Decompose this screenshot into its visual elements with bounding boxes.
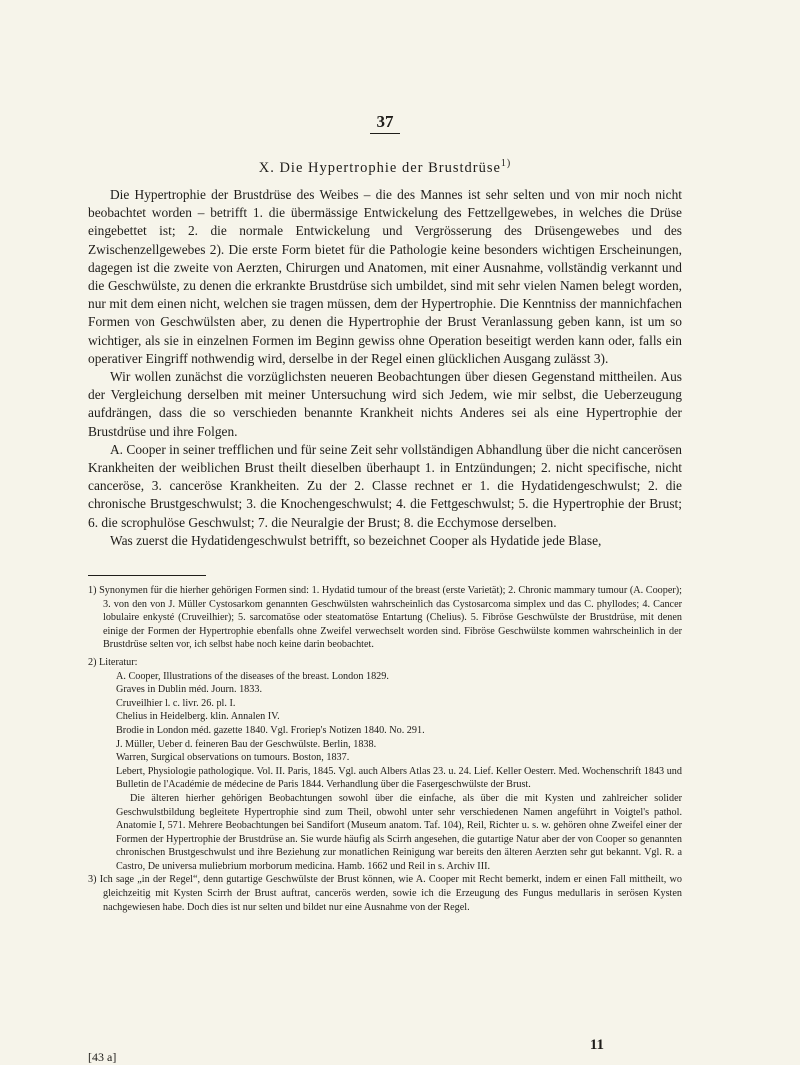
- section-title-footnote-ref: 1): [500, 158, 512, 169]
- paragraph-2: Wir wollen zunächst die vorzüglichsten neueren Beobachtungen über diesen Gegenstand mittheilen. Aus der Vergleichung derselben mit meiner Untersuchung wird sich Jedem, wie mir selbst, die Ueberzeugung aufdrängen, dass die so verschieden benannte Krankheit nichts Anderes sei als eine Hypertrophie der Brustdrüse und ihre Folgen.: [88, 369, 682, 439]
- section-title: [88, 158, 682, 177]
- literature-entry: Brodie in London méd. gazette 1840. Vgl. Froriep's Notizen 1840. No. 291.: [116, 724, 425, 736]
- footnote-3: 3) Ich sage „in der Regel“, denn gutartige Geschwülste der Brust können, wie A. Cooper mit Recht bemerkt, indem er einen Fall mittheilt, wo gleichzeitig mit Kysten Scirrh der Brust auftrat, cancerös werden, sowie ich die Erzeugung des Fungus medullaris in serösen Kysten nachgewiesen habe. Doch dies ist nur selten und bildet nur eine Ausnahme von der Regel.: [88, 874, 682, 913]
- footnote-2-paragraph: Die älteren hierher gehörigen Beobachtungen sowohl über die einfache, als über die mit Kysten und zahlreicher solider Geschwulstbildung begleitete Hypertrophie sind zum Theil, obwohl unter sehr verschiedenen Namen angeführt in Voigtel's pathol. Anatomie I, 571. Mehrere Beobachtungen bei Sandifort (Museum anatom. Taf. 104), Reil, Richter u. s. w. gehören ohne Zweifel einer der Formen der Hypertrophie der Brustdrüse an. Sie wurde häufig als Scirrh angesehen, die gutartige Natur aber der von Cooper so genannten chronischen Brustgeschwulst und ihre Beziehung zur monatlichen Reinigung war bereits den älteren Aerzten sehr gut bekannt. Vgl. R. a Castro, De universa muliebrium morborum medicina. Hamb. 1662 und Reil in s. Archiv III.: [116, 792, 682, 872]
- literature-entry: Graves in Dublin méd. Journ. 1833.: [116, 684, 263, 696]
- page-number: 37: [88, 112, 682, 134]
- literature-entry: Chelius in Heidelberg. klin. Annalen IV.: [116, 711, 280, 723]
- literature-entry: A. Cooper, Illustrations of the diseases of the breast. London 1829.: [116, 670, 389, 682]
- literature-entry: Warren, Surgical observations on tumours. Boston, 1837.: [116, 752, 350, 764]
- footnotes: [88, 584, 682, 918]
- paragraph-3: A. Cooper in seiner trefflichen und für seine Zeit sehr vollständigen Abhandlung über die nicht cancerösen Krankheiten der weiblichen Brust theilt dieselben überhaupt 1. in Entzündungen; 2. nicht specifische, nicht canceröse, 3. canceröse Krankheiten. Zu der 2. Classe rechnet er 1. die Hydatidengeschwulst; 2. die chronische Brustgeschwulst; 3. die Knochengeschwulst; 4. die Fettgeschwulst; 5. die Hypertrophie der Brust; 6. die scrophulöse Geschwulst; 7. die Neuralgie der Brust; 8. die Ecchymose derselben.: [88, 441, 682, 530]
- footnote-2-heading: 2) Literatur:: [88, 656, 138, 668]
- literature-entry: Lebert, Physiologie pathologique. Vol. II. Paris, 1845. Vgl. auch Albers Atlas 23. u. 24. Lief. Keller Oesterr. Med. Wochenschrift 1843 und Bulletin de l'Académie de médecine de Paris 1844. Verhandlung über die Fasergeschwülste der Brust.: [116, 765, 682, 791]
- book-page: [88, 112, 682, 1064]
- body-text: [88, 186, 682, 550]
- section-title-text: X. Die Hypertrophie der Brustdrüse: [258, 159, 501, 176]
- paragraph-4: Was zuerst die Hydatidengeschwulst betrifft, so bezeichnet Cooper als Hydatide jede Blase,: [110, 532, 602, 548]
- paragraph-1: Die Hypertrophie der Brustdrüse des Weibes – die des Mannes ist sehr selten und von mir noch nicht beobachtet worden – betrifft 1. die übermässige Entwickelung des Fettzellgewebes, in welches die Drüse eingebettet ist; 2. die normale Entwickelung und Vergrösserung des Drüsengewebes und des Zwischenzellgewebes 2). Die erste Form bietet für die Pathologie keine besonders wichtigen Erscheinungen, dagegen ist die zweite von Aerzten, Chirurgen und Anatomen, mit einer Ausnahme, vollständig verkannt und die Geschwülste, zu denen die erkrankte Brustdrüse sich umbildet, sind mit sehr vielen Namen belegt worden, nur mit dem einen nicht, welchen sie tragen müssen, dem der Hypertrophie. Die Kenntniss der mannichfachen Formen von Geschwülsten aber, zu denen die Hypertrophie der Brust Veranlassung geben kann, ist um so wichtiger, als sie in einzelnen Formen im Beginn gewiss ohne Operation beseitigt werden kann oder, falls ein operativer Eingriff nothwendig wird, derselbe in der Regel einen glücklichen Ausgang zulässt 3).: [88, 187, 682, 366]
- literature-entry: J. Müller, Ueber d. feineren Bau der Geschwülste. Berlin, 1838.: [116, 738, 377, 750]
- footnote-1: 1) Synonymen für die hierher gehörigen Formen sind: 1. Hydatid tumour of the breast (erste Varietät); 2. Chronic mammary tumour (A. Cooper); 3. von den von J. Müller Cystosarkom genannten Geschwülsten wahrscheinlich das Cystosarcoma simplex und das C. phyllodes; 4. Cancer lobulaire enkysté (Cruveilhier); 5. sarcomatöse oder steatomatöse Entartung (Chelius). 5. Fibröse Geschwülste der Brustdrüse, mit denen einige der Formen der Hypertrophie ebenfalls ohne Zweifel verwechselt worden sind. Fibröse Geschwülste kommen wahrscheinlich in der Brustdrüse selten vor, ich selbst habe noch keine darin beobachtet.: [88, 585, 682, 651]
- signature-code: [43 a]: [88, 1050, 117, 1064]
- literature-entry: Cruveilhier l. c. livr. 26. pl. I.: [116, 697, 236, 709]
- footnote-separator: [88, 575, 206, 576]
- signature-number: 11: [589, 1037, 604, 1053]
